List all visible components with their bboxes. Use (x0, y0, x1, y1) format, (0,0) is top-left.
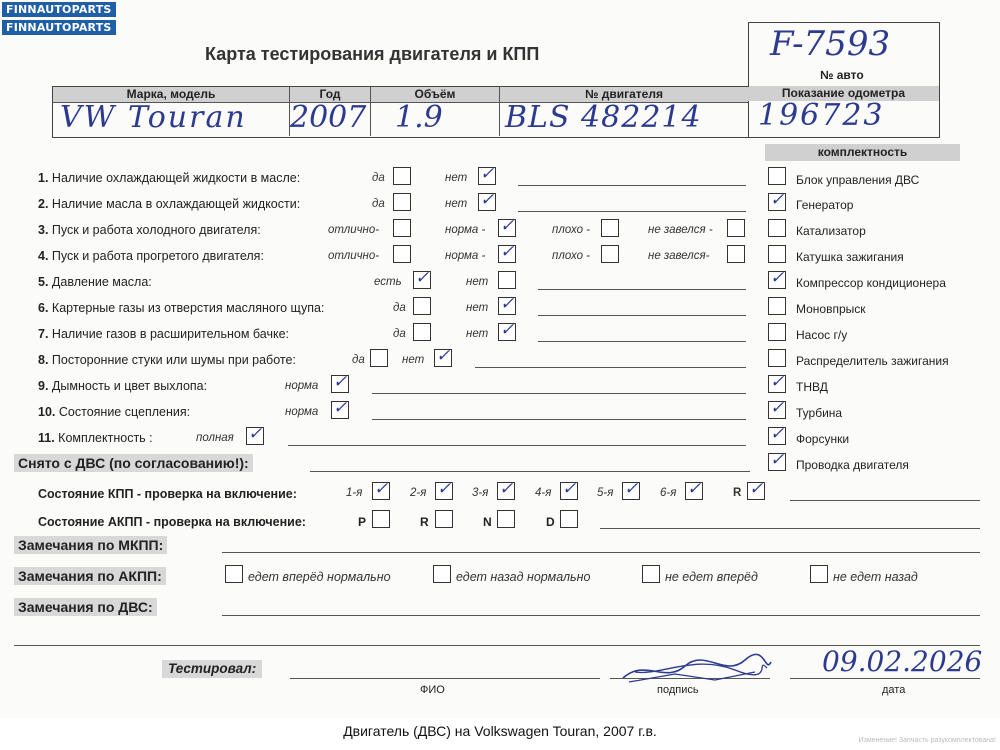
q3-otlichno-label: отлично- (328, 224, 380, 236)
akpp-label: Состояние АКПП - проверка на включение: (38, 515, 306, 529)
form-title: Карта тестирования двигателя и КПП (205, 44, 540, 64)
header-engine-no: № двигателя (500, 87, 748, 102)
komplekt-item-1: Блок управления ДВС (796, 173, 920, 187)
akpp-forward-ok-label: едет вперёд нормально (248, 570, 391, 584)
q10-norma-label: норма (285, 406, 319, 418)
remarks-akpp-label: Замечания по АКПП: (14, 567, 166, 585)
year-value: 2007 (290, 100, 367, 135)
q3-norma-checkbox[interactable]: ✓ (500, 216, 515, 236)
q4-otlichno-label: отлично- (328, 250, 380, 262)
komplekt-item-12: Проводка двигателя (796, 458, 909, 472)
kpp-gear-r-checkbox[interactable]: ✓ (749, 479, 764, 499)
komplekt-checkbox-9[interactable]: ✓ (770, 372, 785, 392)
removed-label: Снято с ДВС (по согласованию!): (14, 454, 253, 472)
q8-da-checkbox[interactable] (370, 349, 388, 367)
akpp-gear-d-label: D (546, 515, 555, 529)
akpp-gear-r-checkbox[interactable] (435, 510, 453, 528)
question-1: 1. Наличие охлаждающей жидкости в масле: (38, 171, 301, 185)
kpp-gear-5-label: 5-я (597, 487, 614, 499)
komplekt-item-8: Распределитель зажигания (796, 354, 949, 368)
question-5: 5. Давление масла: (38, 275, 152, 289)
komplekt-item-10: Турбина (796, 406, 843, 420)
q7-net-label: нет (466, 328, 489, 340)
komplekt-checkbox-2[interactable]: ✓ (770, 190, 785, 210)
q4-ploho-label: плохо - (552, 250, 590, 262)
q7-da-label: да (393, 328, 406, 340)
akpp-gear-p-label: P (358, 515, 367, 529)
q1-da-label: да (372, 172, 385, 184)
komplekt-item-7: Насос г/у (796, 328, 848, 342)
q1-net-label: нет (445, 172, 468, 184)
q11-polnaya-checkbox[interactable]: ✓ (248, 424, 263, 444)
kpp-gear-4-label: 4-я (535, 487, 552, 499)
kpp-label: Состояние КПП - проверка на включение: (38, 487, 297, 501)
q1-da-checkbox[interactable] (393, 167, 411, 185)
page-caption: Двигатель (ДВС) на Volkswagen Touran, 2007 г.в. (343, 723, 657, 739)
q1-net-checkbox[interactable]: ✓ (480, 164, 495, 184)
akpp-gear-d-checkbox[interactable] (560, 510, 578, 528)
volume-value: 1.9 (395, 100, 443, 135)
q5-net-checkbox[interactable] (498, 271, 516, 289)
akpp-no-backward-checkbox[interactable] (810, 565, 828, 583)
komplekt-item-5: Компрессор кондиционера (796, 276, 946, 290)
question-11: 11. Комплектность : (38, 431, 153, 445)
question-4: 4. Пуск и работа прогретого двигателя: (38, 249, 264, 263)
signature-scribble (615, 648, 775, 690)
kpp-gear-1-checkbox[interactable]: ✓ (374, 479, 389, 499)
q5-est-checkbox[interactable]: ✓ (415, 268, 430, 288)
question-10: 10. Состояние сцепления: (38, 405, 191, 419)
q7-net-checkbox[interactable]: ✓ (500, 320, 515, 340)
auto-number-value: F-7593 (770, 24, 891, 64)
komplekt-item-11: Форсунки (796, 432, 850, 446)
akpp-no-forward-checkbox[interactable] (642, 565, 660, 583)
q9-norma-checkbox[interactable]: ✓ (333, 372, 348, 392)
q5-est-label: есть (374, 276, 402, 288)
kpp-gear-3-label: 3-я (472, 487, 489, 499)
question-8: 8. Посторонние стуки или шумы при работе: (38, 353, 296, 367)
engine-no-value: BLS 482214 (505, 100, 702, 135)
akpp-forward-ok-checkbox[interactable] (225, 565, 243, 583)
akpp-gear-n-checkbox[interactable] (497, 510, 515, 528)
komplekt-checkbox-1[interactable] (768, 167, 786, 185)
header-model: Марка, модель (53, 87, 289, 102)
akpp-gear-n-label: N (483, 515, 492, 529)
komplekt-item-9: ТНВД (796, 380, 828, 394)
komplekt-item-2: Генератор (796, 198, 854, 212)
komplekt-checkbox-3[interactable] (768, 219, 786, 237)
question-7: 7. Наличие газов в расширительном бачке: (38, 327, 290, 341)
q7-da-checkbox[interactable] (413, 323, 431, 341)
footnote: Изменение! Запчасть разукомплектована! (858, 737, 996, 744)
q8-da-label: да (352, 354, 365, 366)
q3-ploho-label: плохо - (552, 224, 590, 236)
komplekt-item-3: Катализатор (796, 224, 866, 238)
q4-ne-zavelsya-label: не завелся- (648, 250, 710, 262)
q5-net-label: нет (466, 276, 489, 288)
komplekt-checkbox-10[interactable]: ✓ (770, 398, 785, 418)
akpp-backward-ok-label: едет назад нормально (456, 570, 591, 584)
odometer-value: 196723 (758, 98, 885, 133)
q11-polnaya-label: полная (196, 432, 234, 444)
q2-da-label: да (372, 198, 385, 210)
akpp-backward-ok-checkbox[interactable] (433, 565, 451, 583)
kpp-gear-6-label: 6-я (660, 487, 677, 499)
q4-ploho-checkbox[interactable] (601, 245, 619, 263)
fio-label: ФИО (420, 684, 445, 696)
question-3: 3. Пуск и работа холодного двигателя: (38, 223, 261, 237)
date-value: 09.02.2026 (822, 645, 983, 678)
q2-net-checkbox[interactable]: ✓ (480, 190, 495, 210)
header-volume: Объём (371, 87, 499, 102)
question-9: 9. Дымность и цвет выхлопа: (38, 379, 208, 393)
kpp-gear-3-checkbox[interactable]: ✓ (499, 479, 514, 499)
komplekt-item-4: Катушка зажигания (796, 250, 904, 264)
kpp-gear-4-checkbox[interactable]: ✓ (562, 479, 577, 499)
komplekt-item-6: Моновпрыск (796, 302, 866, 316)
q8-net-label: нет (402, 354, 425, 366)
komplekt-checkbox-8[interactable] (768, 349, 786, 367)
q3-norma-label: норма - (445, 224, 486, 236)
q6-net-checkbox[interactable]: ✓ (500, 294, 515, 314)
watermark-bottom: FINNAUTOPARTS (2, 20, 116, 35)
komplekt-checkbox-12[interactable]: ✓ (770, 450, 785, 470)
komplekt-checkbox-7[interactable] (768, 323, 786, 341)
tested-label: Тестировал: (168, 661, 257, 676)
q3-ploho-checkbox[interactable] (601, 219, 619, 237)
q4-norma-checkbox[interactable]: ✓ (500, 242, 515, 262)
kpp-gear-r-label: R (733, 487, 742, 499)
q8-net-checkbox[interactable]: ✓ (436, 346, 451, 366)
kpp-gear-1-label: 1-я (346, 487, 363, 499)
komplekt-checkbox-5[interactable]: ✓ (770, 268, 785, 288)
q2-net-label: нет (445, 198, 468, 210)
komplekt-checkbox-11[interactable]: ✓ (770, 424, 785, 444)
komplekt-checkbox-4[interactable] (768, 245, 786, 263)
kpp-gear-2-checkbox[interactable]: ✓ (437, 479, 452, 499)
komplekt-checkbox-6[interactable] (768, 297, 786, 315)
q6-net-label: нет (466, 302, 489, 314)
akpp-gear-p-checkbox[interactable] (372, 510, 390, 528)
date-label: дата (882, 684, 906, 696)
akpp-no-backward-label: не едет назад (833, 570, 918, 584)
q6-da-label: да (393, 302, 406, 314)
q6-da-checkbox[interactable] (413, 297, 431, 315)
q9-norma-label: норма (285, 380, 319, 392)
q3-ne-zavelsya-checkbox[interactable] (727, 219, 745, 237)
akpp-gear-r-label: R (420, 515, 429, 529)
signature-label: подпись (657, 684, 699, 696)
q10-norma-checkbox[interactable]: ✓ (333, 398, 348, 418)
model-value: VW Touran (60, 100, 247, 135)
header-year: Год (290, 87, 370, 102)
kpp-gear-5-checkbox[interactable]: ✓ (624, 479, 639, 499)
question-6: 6. Картерные газы из отверстия масляного щупа: (38, 301, 325, 315)
q4-ne-zavelsya-checkbox[interactable] (727, 245, 745, 263)
kpp-gear-2-label: 2-я (410, 487, 427, 499)
akpp-no-forward-label: не едет вперёд (665, 570, 758, 584)
kpp-gear-6-checkbox[interactable]: ✓ (687, 479, 702, 499)
q2-da-checkbox[interactable] (393, 193, 411, 211)
watermark-top: FINNAUTOPARTS (2, 2, 116, 17)
question-2: 2. Наличие масла в охлаждающей жидкости: (38, 197, 301, 211)
remarks-dvs-label: Замечания по ДВС: (14, 598, 157, 616)
q3-ne-zavelsya-label: не завелся - (648, 224, 713, 236)
auto-number-label: № авто (820, 68, 864, 82)
odometer-label: Показание одометра (748, 86, 939, 101)
q4-norma-label: норма - (445, 250, 486, 262)
q3-otlichno-checkbox[interactable] (393, 219, 411, 237)
remarks-mkpp-label: Замечания по МКПП: (14, 536, 167, 554)
q4-otlichno-checkbox[interactable] (393, 245, 411, 263)
komplekt-header: комплектность (765, 144, 960, 161)
